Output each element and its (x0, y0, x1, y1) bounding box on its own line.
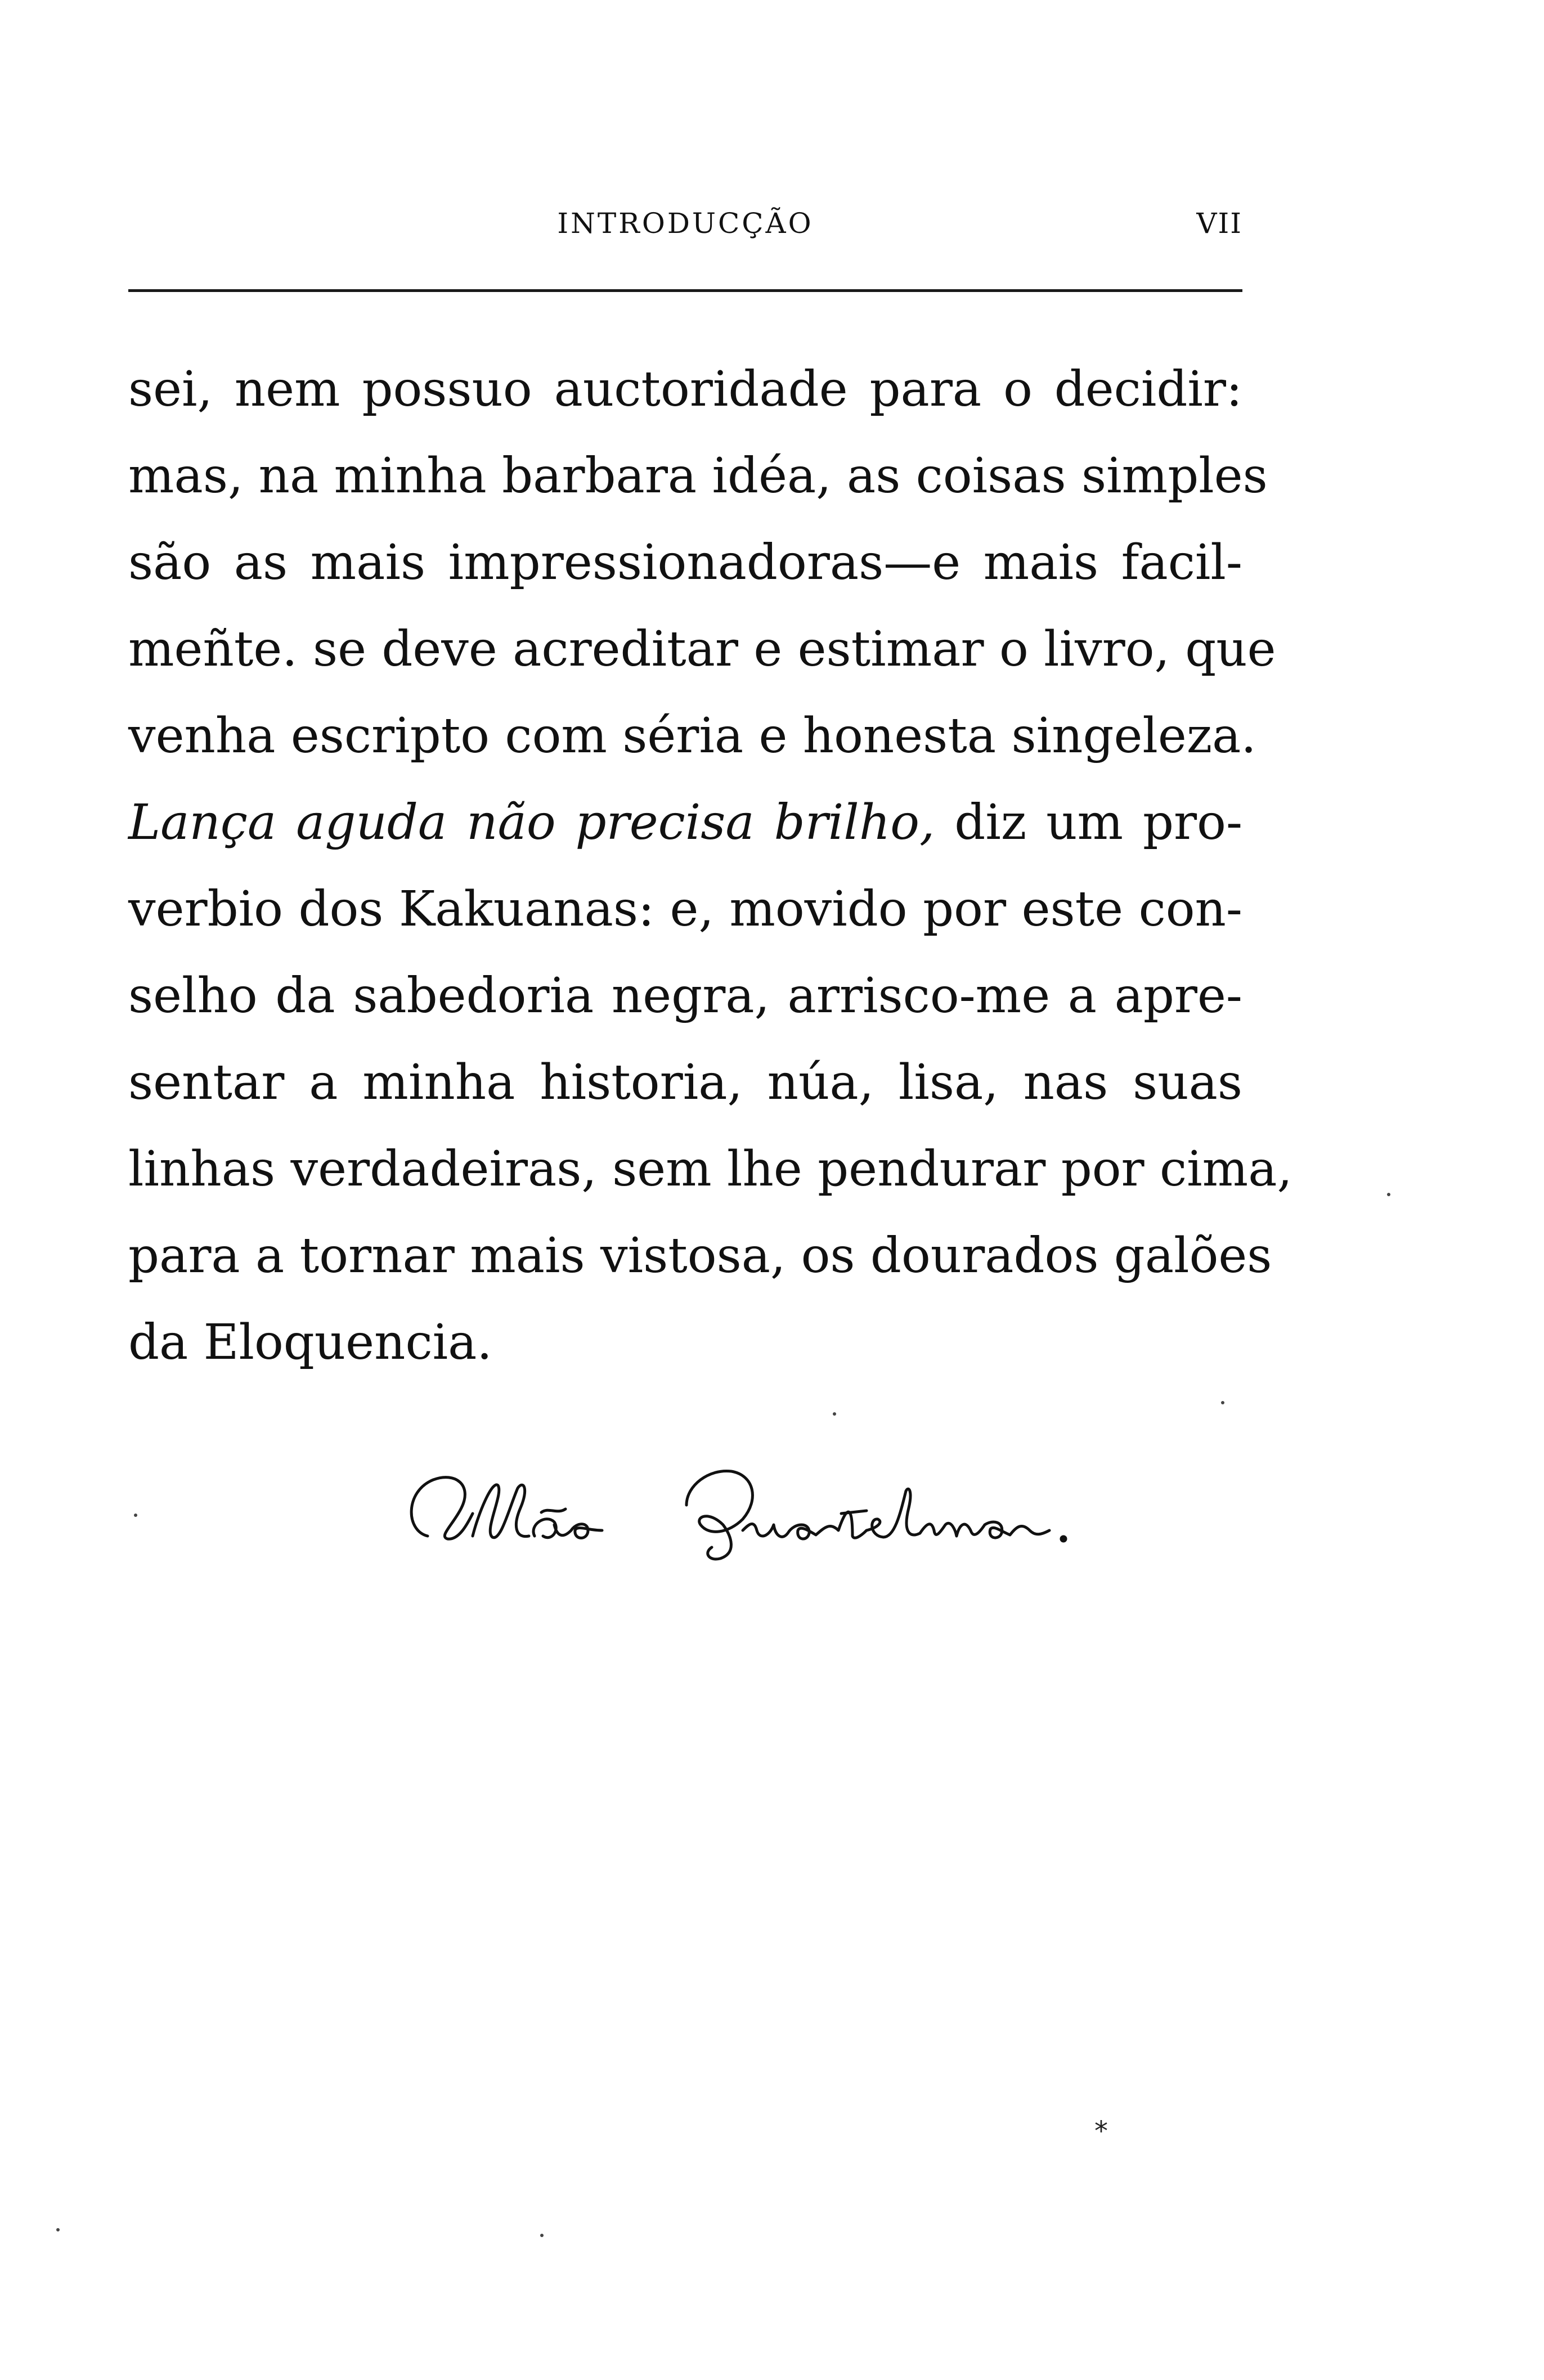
paper-speck (833, 1412, 836, 1416)
text-line: venha escripto com séria e honesta singeleza. (128, 708, 1256, 764)
text-line: para a tornar mais vistosa, os dourados galões (128, 1228, 1272, 1284)
text-line: mas, na minha barbara idéa, as coisas simples (128, 448, 1268, 504)
text-line: selho da sabedoria negra, arrisco-me a apre- (128, 968, 1242, 1024)
decorative-asterisk: * (1094, 2116, 1108, 2147)
paper-speck (1387, 1193, 1390, 1196)
text-line: linhas verdadeiras, sem lhe pendurar por cima, (128, 1141, 1292, 1197)
text-line: da Eloquencia. (128, 1314, 492, 1371)
text-line: sei, nem possuo auctoridade para o decidir: (128, 361, 1242, 417)
header-rule (128, 289, 1242, 292)
italic-proverb: Lança aguda não precisa brilho, (128, 794, 935, 851)
paper-speck (1221, 1401, 1224, 1404)
paper-speck (56, 2228, 60, 2231)
page-number: VII (1196, 207, 1242, 240)
text-line: verbio dos Kakuanas: e, movido por este con- (128, 881, 1242, 937)
paper-speck (134, 1514, 137, 1517)
text-line: são as mais impressionadoras—e mais facil- (128, 535, 1242, 591)
running-title: INTRODUCÇÃO (557, 207, 814, 240)
body-text (128, 346, 1292, 1386)
text-line-rest: diz um pro- (935, 794, 1243, 851)
paper-speck (540, 2234, 544, 2237)
running-head (128, 207, 1242, 246)
text-line: meñte. se deve acreditar e estimar o livro, que (128, 621, 1276, 677)
text-line (128, 779, 1242, 866)
text-line: sentar a minha historia, núa, lisa, nas suas (128, 1054, 1242, 1111)
handwritten-signature (394, 1446, 1182, 1570)
